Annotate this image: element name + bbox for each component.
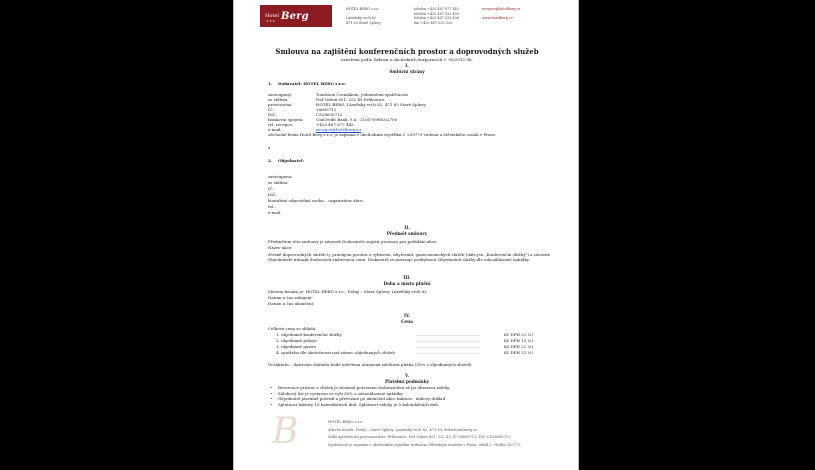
list-item-text: Objednatel písemně potvrdí a převezme po ukončení akce fakturu - daňový doklad. — [278, 396, 447, 401]
section-title: Cena — [401, 319, 413, 324]
subject-description: včetně doprovodných služeb tj. pronájem prostor a vybavení, ubytování, gastronomických služeb (dále jen „Konferenční služby") a závazek Objednatele uhradit dodavateli smluvenou cenu. Dodavatel se zavazuje poskytnout Objednateli služby dle odsouhlasené nabídky. — [268, 252, 550, 263]
letterhead-email-link[interactable]: recepce@hotelberg.cz — [482, 7, 521, 11]
customer-heading-number: 2. — [268, 158, 273, 163]
footer-line: Sídlo společnosti provozovatele: Průhonice, Pod Valem 851, 252 43, IČ 28695712, DIČ CZ28695712 — [328, 435, 511, 440]
section-number: I. — [405, 63, 409, 68]
letterhead-line: telefon +420 487 525 405 — [414, 11, 459, 16]
provider-value: Tomášem Čermákem, jednatelem společnosti — [316, 92, 408, 97]
logo-name-text: Berg — [280, 10, 309, 22]
list-item-text: Zálohový list je vystaven ve výši 30% z odsouhlasené nabídky. — [278, 390, 404, 396]
subject-intro: Předmětem této smlouvy je závazek Dodavatele zajistit prostory pro pořádání akce. — [268, 239, 438, 244]
provider-value: 28695712 — [316, 107, 337, 112]
logo-hotel-text: Hotel — [265, 13, 279, 19]
footer-line: HOTEL BERG s.r.o. — [328, 420, 364, 424]
customer-label: e-mail: — [268, 210, 282, 215]
provider-label: bankovní spojení: — [268, 117, 304, 122]
provider-value: CZ28695712 — [316, 112, 343, 117]
letterhead-line: HOTEL BERG s.r.o. — [346, 7, 380, 11]
section-number: II. — [404, 225, 410, 230]
price-item-dots: ………………………………………… — [416, 332, 480, 337]
price-item-vat: Kč DPH 21 %) — [504, 332, 533, 337]
section-title: Předmět smlouvy — [386, 231, 428, 236]
provider-label: tel. recepce: — [268, 122, 294, 127]
letterhead — [260, 5, 566, 27]
provider-heading-number: 1. — [268, 81, 273, 86]
invoice-note: Ve faktuře – daňovém dokladu bude odečtena uhrazená zálohová platba (30% z objednaných služeb) — [268, 362, 472, 367]
venue-line: Místem konání je: HOTEL BERG s.r.o., Dolný – Staré Splavy, Lázeňský vrch 82 — [268, 289, 427, 294]
provider-value: HOTEL BERG, Lázeňský vrch 82, 471 63 Staré Splavy — [316, 102, 426, 107]
letterhead-line: telefon +420 487 525 406 — [414, 16, 459, 20]
letterhead-line: 471 63 Staré Splavy — [346, 20, 381, 25]
bullet-icon: • — [270, 401, 273, 407]
letterhead-web-link[interactable]: www.hotelberg.cz — [482, 16, 513, 20]
price-item-label: 3. objednané gastro — [276, 344, 317, 349]
bullet-icon: • — [270, 396, 273, 401]
footer-line: Adresa hotelu: Dolný – Staré Splavy, Lázeňský vrch 82, 471 63, www.hotelberg.cz — [328, 427, 477, 432]
provider-value: UniCredit Bank, č.ú.: 2105709883/2700 — [316, 117, 398, 122]
event-name-label: Název akce: — [268, 245, 293, 250]
provider-heading: Dodavatel: HOTEL BERG s.r.o. — [278, 81, 347, 86]
customer-label: tel.: — [268, 204, 276, 209]
price-intro: Celková cena se skládá: — [268, 326, 317, 331]
document-page[interactable] — [233, 0, 579, 470]
provider-label: e-mail: — [268, 127, 282, 132]
section-number: III. — [403, 275, 411, 280]
price-item-label: 1. objednané konferenční služby — [276, 332, 342, 337]
list-item — [270, 402, 450, 408]
footer-monogram-logo: B — [272, 411, 299, 452]
section-title: Platební podmínky — [384, 379, 430, 384]
customer-label: zastoupena: — [268, 174, 293, 179]
provider-label: DIČ: — [268, 112, 278, 117]
section-title: Smluvní strany — [389, 69, 425, 74]
letterhead-phones — [414, 7, 459, 25]
customer-label: DIČ: — [268, 192, 278, 197]
section-title: Doba a místo plnění — [383, 281, 431, 286]
letterhead-address — [346, 7, 381, 25]
price-item-dots: ………………………………………… — [416, 344, 480, 349]
document-subtitle: uzavřená podle Zákona o obchodních korporacích č. 90/2012 Sb. — [341, 57, 473, 62]
provider-value: Pod Valem 851, 252 43 Průhonice — [316, 97, 385, 102]
provider-label: IČ: — [268, 107, 274, 112]
payment-terms-list — [270, 385, 450, 407]
price-item-dots: ………………………………………… — [416, 338, 480, 343]
provider-register-note: obchodní firma Hotel Berg s.r.o. je zapsána v obchodním rejstříku C 250779 vedená u Městského soudu v Praze — [268, 132, 495, 137]
conjunction: a — [268, 145, 271, 150]
price-item-dots: ………………………………………… — [416, 350, 480, 355]
footer-line: Společnost je zapsána v obchodním rejstříku vedeném Městským soudem v Praze, oddíl C, vložka 250779 — [328, 442, 521, 447]
bullet-icon: • — [270, 390, 273, 396]
end-date-line: Datum a čas ukončení: — [268, 301, 315, 306]
customer-label: kontaktní odpovědná osoba – organizátor akce: — [268, 198, 364, 203]
letterhead-line: fax +420 487 525 332 — [414, 20, 453, 25]
price-item-label: 4. spotřeba dle skutečnosti nad rámec objednaných služeb — [276, 350, 395, 355]
price-item-vat: Kč DPH 21 %) — [504, 344, 533, 349]
customer-label: se sídlem: — [268, 180, 289, 185]
hotel-logo — [260, 5, 332, 27]
letterhead-line: telefon +420 487 877 445 — [414, 7, 459, 11]
section-number: V. — [405, 373, 409, 378]
price-item-label: 2. objednané pokoje — [276, 338, 317, 343]
provider-label: se sídlem: — [268, 97, 289, 102]
logo-stars: ★★★ — [266, 19, 276, 23]
price-item-vat: Kč DPH 15 %) — [504, 338, 533, 343]
list-item-text: Rezervace prostor a služeb je závazně potvrzena dodavatelem až po uhrazení zálohy. — [278, 385, 451, 390]
bullet-icon: • — [270, 385, 273, 390]
provider-label: zastoupený: — [268, 92, 293, 97]
customer-label: IČ: — [268, 186, 274, 191]
letterhead-web — [482, 7, 520, 21]
list-item-text: Splatnost faktury 10 kalendářních dnů. Splatnost zálohy je 5 kalendářních dnů. — [278, 401, 440, 407]
letterhead-line: Lázeňský vrch 82 — [346, 16, 377, 20]
start-date-line: Datum a čas zahájení: — [268, 295, 313, 300]
provider-label: provozovna: — [268, 102, 293, 107]
customer-heading: Objednatel: — [278, 158, 304, 163]
footer — [328, 419, 520, 449]
provider-email-link[interactable]: recepce@hotelberg.cz — [316, 127, 362, 132]
section-number: IV. — [404, 313, 410, 318]
document-title: Smlouva na zajištění konferenčních prostor a doprovodných služeb — [275, 47, 539, 56]
price-item-vat: Kč DPH 21 %) — [504, 350, 533, 355]
provider-value: +420 487 877 445 — [316, 122, 354, 127]
